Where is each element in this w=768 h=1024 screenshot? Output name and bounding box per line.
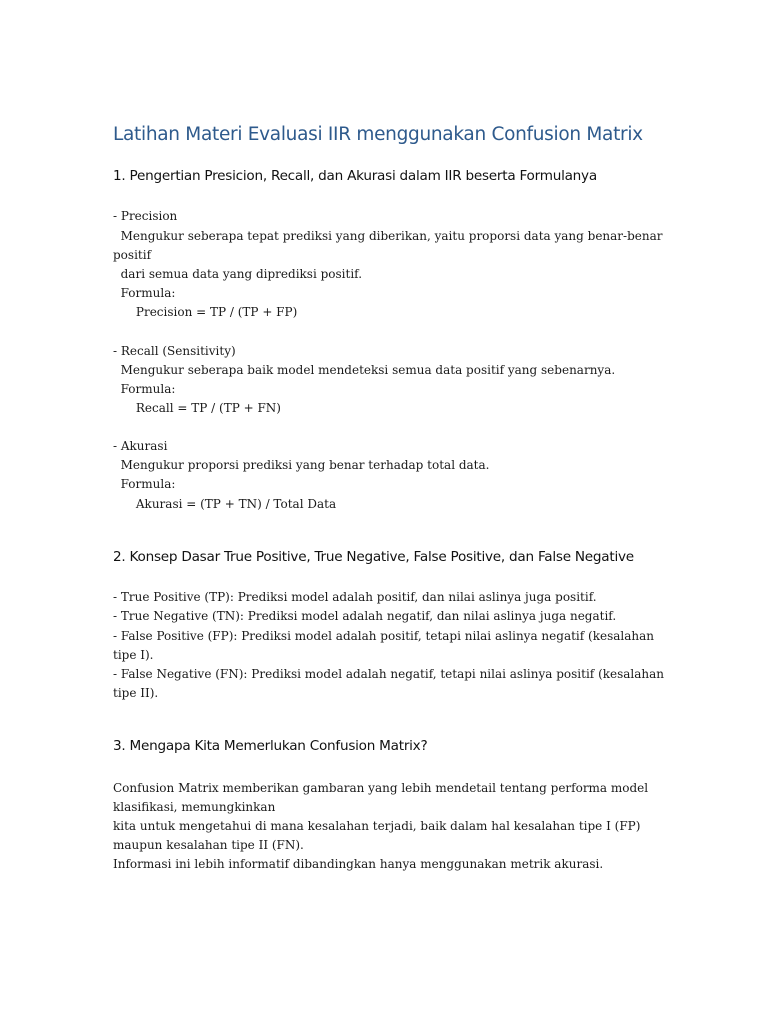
section-2-line: - True Positive (TP): Prediksi model adalah positif, dan nilai aslinya juga positif. xyxy=(113,590,597,604)
section-3-line: kita untuk mengetahui di mana kesalahan terjadi, baik dalam hal kesalahan tipe I (FP) xyxy=(113,819,641,833)
section-1-line: Formula: xyxy=(113,382,176,396)
section-2-line: - True Negative (TN): Prediksi model adalah negatif, dan nilai aslinya juga negatif. xyxy=(113,609,617,623)
section-3-line: maupun kesalahan tipe II (FN). xyxy=(113,838,304,852)
section-1-line: Mengukur seberapa baik model mendeteksi semua data positif yang sebenarnya. xyxy=(113,363,616,377)
section-1-line: Formula: xyxy=(113,477,176,491)
section-2-line: tipe II). xyxy=(113,686,159,700)
section-1-line: Mengukur proporsi prediksi yang benar terhadap total data. xyxy=(113,458,490,472)
section-heading-3: 3. Mengapa Kita Memerlukan Confusion Matrix? xyxy=(113,738,428,754)
section-2-line: - False Positive (FP): Prediksi model adalah positif, tetapi nilai aslinya negatif (kesalahan xyxy=(113,629,654,643)
section-1-line: Recall = TP / (TP + FN) xyxy=(113,401,281,415)
section-1-line: - Precision xyxy=(113,209,178,223)
section-1-line: - Akurasi xyxy=(113,439,168,453)
section-heading-2: 2. Konsep Dasar True Positive, True Negative, False Positive, dan False Negative xyxy=(113,549,634,565)
section-3-line: Informasi ini lebih informatif dibandingkan hanya menggunakan metrik akurasi. xyxy=(113,857,604,871)
section-1-line: - Recall (Sensitivity) xyxy=(113,344,236,358)
section-1-line: Formula: xyxy=(113,286,176,300)
section-3-line: Confusion Matrix memberikan gambaran yang lebih mendetail tentang performa model xyxy=(113,781,649,795)
section-2-line: tipe I). xyxy=(113,648,154,662)
section-1-line: Precision = TP / (TP + FP) xyxy=(113,305,298,319)
section-heading-1: 1. Pengertian Presicion, Recall, dan Akurasi dalam IIR beserta Formulanya xyxy=(113,168,597,184)
section-2-line: - False Negative (FN): Prediksi model adalah negatif, tetapi nilai aslinya positif (kesalahan xyxy=(113,667,665,681)
section-1-line: Akurasi = (TP + TN) / Total Data xyxy=(113,497,337,511)
document-title: Latihan Materi Evaluasi IIR menggunakan Confusion Matrix xyxy=(113,124,643,145)
section-1-line: dari semua data yang diprediksi positif. xyxy=(113,267,363,281)
section-3-line: klasifikasi, memungkinkan xyxy=(113,800,276,814)
section-1-line: positif xyxy=(113,248,152,262)
section-1-line: Mengukur seberapa tepat prediksi yang diberikan, yaitu proporsi data yang benar-benar xyxy=(113,229,663,243)
